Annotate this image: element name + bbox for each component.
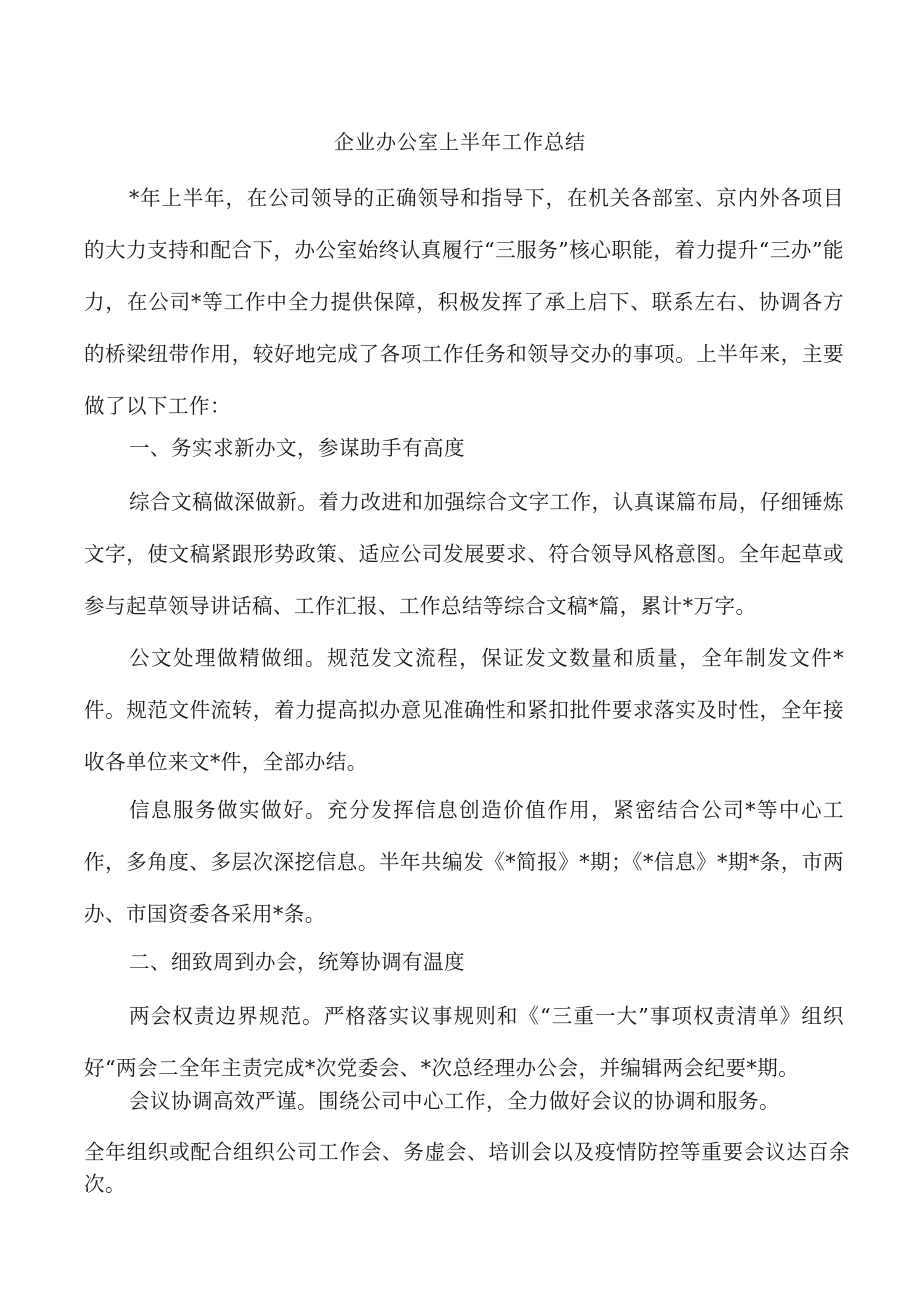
paragraph-meeting-count: 全年组织或配合组织公司工作会、务虚会、培训会以及疫情防控等重要会议达百余次。 — [84, 1140, 850, 1196]
paragraph-meeting-coordination: 会议协调高效严谨。围绕公司中心工作，全力做好会议的协调和服务。 — [129, 1089, 780, 1113]
paragraph-information: 信息服务做实做好。充分发挥信息创造价值作用，紧密结合公司*等中心工作，多角度、多层次深挖信息。半年共编发《*简报》*期；《*信息》*期*条，市两办、市国资委各采用*条。 — [84, 798, 844, 926]
paragraph-documents: 公文处理做精做细。规范发文流程，保证发文数量和质量，全年制发文件*件。规范文件流转，着力提高拟办意见准确性和紧扣批件要求落实及时性，全年接收各单位来文*件，全部办结。 — [84, 646, 844, 774]
document-title: 企业办公室上半年工作总结 — [334, 130, 586, 154]
section-heading-2: 二、细致周到办会，统筹协调有温度 — [129, 950, 465, 974]
paragraph-two-meetings: 两会权责边界规范。严格落实议事规则和《“三重一大”事项权责清单》组织好“两会二全年主责完成*次党委会、*次总经理办公会，并编辑两会纪要*期。 — [84, 1004, 844, 1080]
section-heading-1: 一、务实求新办文，参谋助手有高度 — [129, 436, 465, 460]
paragraph-drafting: 综合文稿做深做新。着力改进和加强综合文字工作，认真谋篇布局，仔细锤炼文字，使文稿紧跟形势政策、适应公司发展要求、符合领导风格意图。全年起草或参与起草领导讲话稿、工作汇报、工作总结等综合文稿*篇，累计*万字。 — [84, 490, 844, 618]
intro-paragraph: *年上半年，在公司领导的正确领导和指导下，在机关各部室、京内外各项目的大力支持和配合下，办公室始终认真履行“三服务”核心职能，着力提升“三办”能力，在公司*等工作中全力提供保障，积极发挥了承上启下、联系左右、协调各方的桥梁纽带作用，较好地完成了各项工作任务和领导交办的事项。上半年来，主要做了以下工作： — [84, 186, 844, 418]
